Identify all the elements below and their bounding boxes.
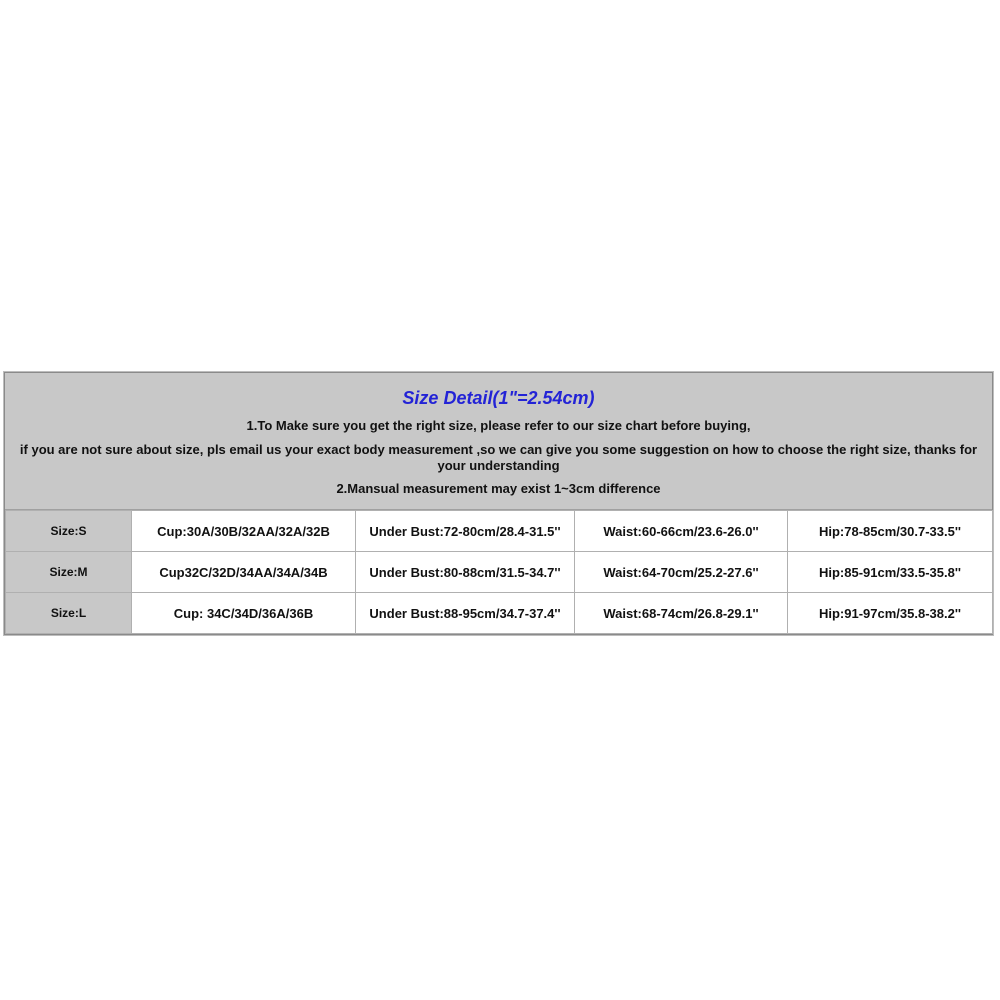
hip-value: Hip:91-97cm/35.8-38.2''	[788, 593, 993, 634]
cup-value: Cup:30A/30B/32AA/32A/32B	[132, 511, 356, 552]
size-chart	[4, 372, 993, 635]
cup-value: Cup: 34C/34D/36A/36B	[132, 593, 356, 634]
size-table	[5, 510, 993, 634]
size-chart-header	[5, 373, 992, 510]
size-label: Size:M	[6, 552, 132, 593]
size-chart-title: Size Detail(1"=2.54cm)	[402, 388, 595, 408]
table-row	[6, 511, 993, 552]
waist-value: Waist:60-66cm/23.6-26.0''	[575, 511, 788, 552]
size-label: Size:S	[6, 511, 132, 552]
hip-value: Hip:78-85cm/30.7-33.5''	[788, 511, 993, 552]
table-row	[6, 593, 993, 634]
size-note-1: 1.To Make sure you get the right size, please refer to our size chart before buying,	[246, 418, 751, 433]
size-label: Size:L	[6, 593, 132, 634]
table-row	[6, 552, 993, 593]
waist-value: Waist:64-70cm/25.2-27.6''	[575, 552, 788, 593]
hip-value: Hip:85-91cm/33.5-35.8''	[788, 552, 993, 593]
under-bust-value: Under Bust:88-95cm/34.7-37.4''	[356, 593, 575, 634]
under-bust-value: Under Bust:72-80cm/28.4-31.5''	[356, 511, 575, 552]
under-bust-value: Under Bust:80-88cm/31.5-34.7''	[356, 552, 575, 593]
waist-value: Waist:68-74cm/26.8-29.1''	[575, 593, 788, 634]
size-note-measurement: if you are not sure about size, pls email us your exact body measurement ,so we can give you some suggestion on how to choose the right size, thanks for your understanding	[19, 442, 978, 473]
size-note-2: 2.Mansual measurement may exist 1~3cm difference	[336, 481, 661, 496]
cup-value: Cup32C/32D/34AA/34A/34B	[132, 552, 356, 593]
